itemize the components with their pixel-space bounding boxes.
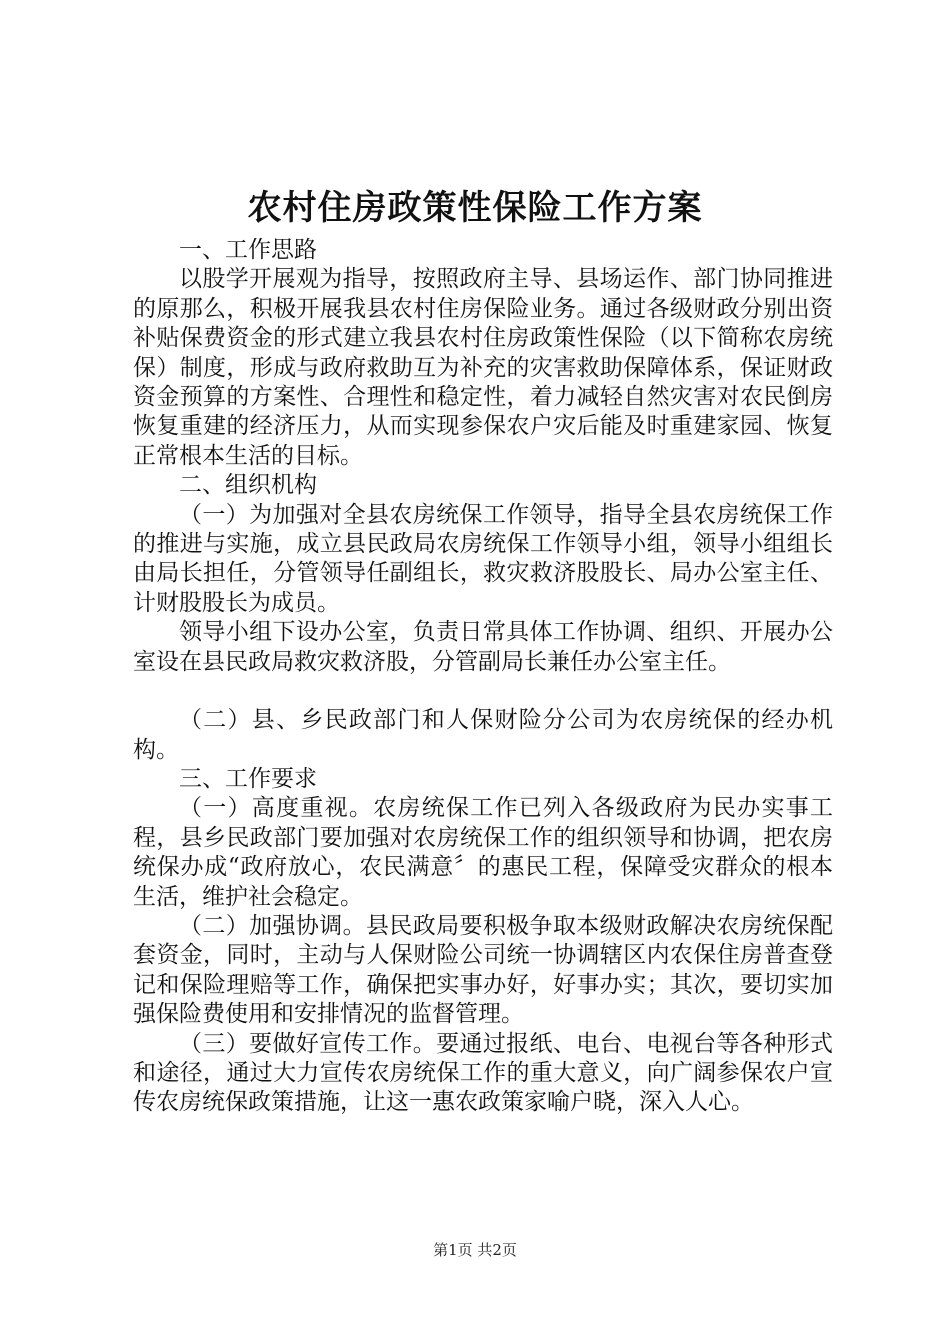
- section-heading-1: 一、工作思路: [179, 237, 317, 263]
- paragraph-org-office: 领导小组下设办公室，负责日常具体工作协调、组织、开展办公室设在县民政局救灾救济股，分管副局长兼任办公室主任。: [133, 619, 833, 675]
- document-title: 农村住房政策性保险工作方案: [247, 188, 703, 228]
- paragraph-work-approach: 以股学开展观为指导，按照政府主导、县场运作、部门协同推进的原那么，积极开展我县农村住房保险业务。通过各级财政分别出资补贴保费资金的形式建立我县农村住房政策性保险（以下简称农房统保）制度，形成与政府救助互为补充的灾害救助保障体系，保证财政资金预算的方案性、合理性和稳定性，着力减轻自然灾害对农民倒房恢复重建的经济压力，从而实现参保农户灾后能及时重建家园、恢复正常根本生活的目标。: [133, 266, 833, 469]
- paragraph-org-2: （二）县、乡民政部门和人保财险分公司为农房统保的经办机构。: [133, 707, 833, 763]
- document-body: [133, 236, 833, 1118]
- paragraph-req-3: （三）要做好宣传工作。要通过报纸、电台、电视台等各种形式和途径，通过大力宣传农房统保工作的重大意义，向广阔参保农户宣传农房统保政策措施，让这一惠农政策家喻户晓，深入人心。: [133, 1030, 833, 1116]
- section-heading-2: 二、组织机构: [179, 472, 317, 499]
- page-number: 第1页 共2页: [433, 1241, 517, 1259]
- paragraph-org-1: （一）为加强对全县农房统保工作领导，指导全县农房统保工作的推进与实施，成立县民政局农房统保工作领导小组，领导小组组长由局长担任，分管领导任副组长，救灾救济股股长、局办公室主任、计财股股长为成员。: [133, 501, 833, 616]
- paragraph-req-1: （一）高度重视。农房统保工作已列入各级政府为民办实事工程，县乡民政部门要加强对农房统保工作的组织领导和协调，把农房统保办成“政府放心，农民满意〞的惠民工程，保障受灾群众的根本生活，维护社会稳定。: [133, 795, 833, 910]
- paragraph-req-2: （二）加强协调。县民政局要积极争取本级财政解决农房统保配套资金，同时，主动与人保财险公司统一协调辖区内农保住房普查登记和保险理赔等工作，确保把实事办好，好事办实；其次，要切实加强保险费使用和安排情况的监督管理。: [133, 912, 833, 1028]
- section-heading-3: 三、工作要求: [179, 765, 317, 792]
